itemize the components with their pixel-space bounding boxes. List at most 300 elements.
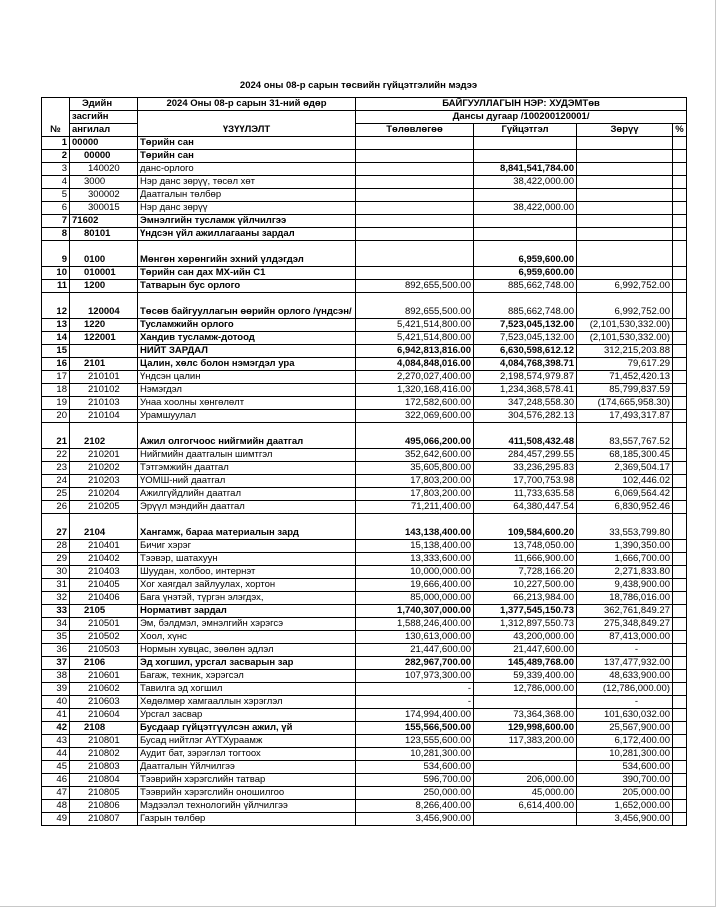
col-indicator-header: ҮЗҮҮЛЭЛТ [138,111,356,137]
table-row [42,241,687,267]
row-number: 6 [42,202,70,215]
actual-value: 45,000.00 [474,787,577,800]
actual-value: 7,728,166.20 [474,566,577,579]
actual-value: 1,312,897,550.73 [474,618,577,631]
economic-code: 71602 [70,215,138,228]
diff-value: 85,799,837.59 [577,384,673,397]
diff-value: 534,600.00 [577,761,673,774]
actual-value: 59,339,400.00 [474,670,577,683]
plan-value: 85,000,000.00 [356,592,474,605]
plan-value: 143,138,400.00 [356,514,474,540]
table-row [42,189,687,202]
economic-code: 210402 [70,553,138,566]
percent-value [673,644,687,657]
col-no-header: № [42,98,70,137]
row-number: 17 [42,371,70,384]
economic-code: 0100 [70,241,138,267]
plan-value [356,137,474,150]
row-number: 24 [42,475,70,488]
plan-value: 1,320,168,416.00 [356,384,474,397]
actual-value: 109,584,600.20 [474,514,577,540]
row-number: 45 [42,761,70,774]
economic-code: 210202 [70,462,138,475]
indicator-name: Бичиг хэрэг [138,540,356,553]
diff-value: 18,786,016.00 [577,592,673,605]
economic-code: 210203 [70,475,138,488]
table-row [42,683,687,696]
diff-value [577,189,673,202]
table-row [42,397,687,410]
actual-value: 885,662,748.00 [474,293,577,319]
plan-value: 15,138,400.00 [356,540,474,553]
diff-value: 6,830,952.46 [577,501,673,514]
row-number: 18 [42,384,70,397]
diff-value: (2,101,530,332.00) [577,332,673,345]
row-number: 7 [42,215,70,228]
percent-value [673,410,687,423]
economic-code: 210807 [70,813,138,826]
diff-value: 6,992,752.00 [577,293,673,319]
economic-code: 210103 [70,397,138,410]
percent-value [673,462,687,475]
row-number: 26 [42,501,70,514]
economic-code: 2104 [70,514,138,540]
table-row [42,215,687,228]
row-number: 19 [42,397,70,410]
economic-code: 122001 [70,332,138,345]
economic-code: 2102 [70,423,138,449]
plan-value: 10,000,000.00 [356,566,474,579]
budget-report-table [41,97,687,826]
actual-value: 73,364,368.00 [474,709,577,722]
percent-value [673,397,687,410]
row-number: 34 [42,618,70,631]
table-row [42,423,687,449]
economic-code: 210803 [70,761,138,774]
row-number: 13 [42,319,70,332]
indicator-name: Төрийн сан [138,150,356,163]
indicator-name: Эд хогшил, урсгал засварын зар [138,657,356,670]
economic-code: 1220 [70,319,138,332]
actual-value: 284,457,299.55 [474,449,577,462]
indicator-name: Аудит бат, зэрэглэл тогтоох [138,748,356,761]
economic-code: 210604 [70,709,138,722]
indicator-name: Хог хаягдал зайлуулах, хортон [138,579,356,592]
plan-value: 322,069,600.00 [356,410,474,423]
report-title: 2024 оны 08-р сарын төсвийн гүйцэтгэлийн мэдээ [239,80,478,91]
table-row [42,202,687,215]
indicator-name: Бага үнэтэй, түргэн элэгдэх, [138,592,356,605]
economic-code: 210403 [70,566,138,579]
actual-value: 6,959,600.00 [474,267,577,280]
percent-value [673,683,687,696]
org-name: БАЙГУУЛЛАГЫН НЭР: ХУДЭМТөв [356,98,687,111]
indicator-name: Хангамж, бараа материалын зард [138,514,356,540]
row-number: 36 [42,644,70,657]
diff-value: 2,369,504.17 [577,462,673,475]
indicator-name: Төрийн сан дах МХ-ийн С1 [138,267,356,280]
actual-value: 7,523,045,132.00 [474,319,577,332]
row-number: 28 [42,540,70,553]
indicator-name: Бусад нийтлэг АҮТХураамж [138,735,356,748]
indicator-name: Багаж, техник, хэрэгсэл [138,670,356,683]
percent-value [673,813,687,826]
percent-value [673,241,687,267]
plan-value: 123,555,600.00 [356,735,474,748]
indicator-name: Нэмэгдэл [138,384,356,397]
economic-code: 2106 [70,657,138,670]
diff-value [577,228,673,241]
economic-code: 210601 [70,670,138,683]
row-number: 48 [42,800,70,813]
diff-value: - [577,644,673,657]
row-number: 46 [42,774,70,787]
actual-value: 38,422,000.00 [474,176,577,189]
percent-value [673,189,687,202]
table-row [42,514,687,540]
percent-value [673,709,687,722]
diff-value [577,215,673,228]
actual-value: 13,748,050.00 [474,540,577,553]
row-number: 42 [42,722,70,735]
percent-value [673,293,687,319]
economic-code: 00000 [70,137,138,150]
diff-value: 83,557,767.52 [577,423,673,449]
diff-value: 390,700.00 [577,774,673,787]
plan-value [356,267,474,280]
plan-value: - [356,696,474,709]
diff-value [577,137,673,150]
col-diff-header: Зөрүү [577,124,673,137]
diff-value: 275,348,849.27 [577,618,673,631]
row-number: 14 [42,332,70,345]
row-number: 4 [42,176,70,189]
diff-value [577,150,673,163]
indicator-name: Үндсэн үйл ажиллагааны зардал [138,228,356,241]
plan-value: 172,582,600.00 [356,397,474,410]
indicator-name: Ажилгүйдлийн даатгал [138,488,356,501]
economic-code: 210602 [70,683,138,696]
table-row [42,449,687,462]
plan-value: 250,000.00 [356,787,474,800]
diff-value [577,202,673,215]
table-row [42,345,687,358]
table-row [42,384,687,397]
percent-value [673,150,687,163]
diff-value: 10,281,300.00 [577,748,673,761]
economic-code: 210805 [70,787,138,800]
actual-value: 21,447,600.00 [474,644,577,657]
percent-value [673,748,687,761]
row-number: 9 [42,241,70,267]
economic-code: 00000 [70,150,138,163]
col-code-header-line3: ангилал [70,124,138,137]
indicator-name: Төрийн сан [138,137,356,150]
diff-value: - [577,696,673,709]
indicator-name: НИЙТ ЗАРДАЛ [138,345,356,358]
indicator-name: Газрын төлбөр [138,813,356,826]
table-row [42,800,687,813]
table-row [42,137,687,150]
percent-value [673,579,687,592]
row-number: 43 [42,735,70,748]
indicator-name: Эм, бэлдмэл, эмнэлгийн хэрэгсэ [138,618,356,631]
economic-code: 210102 [70,384,138,397]
percent-value [673,488,687,501]
actual-value: 64,380,447.54 [474,501,577,514]
diff-value: 33,553,799.80 [577,514,673,540]
table-row [42,553,687,566]
indicator-name: Мөнгөн хөрөнгийн эхний үлдэгдэл [138,241,356,267]
economic-code: 210204 [70,488,138,501]
economic-code: 210104 [70,410,138,423]
plan-value: 495,066,200.00 [356,423,474,449]
indicator-name: Татварын бус орлого [138,280,356,293]
economic-code: 210806 [70,800,138,813]
economic-code: 210804 [70,774,138,787]
indicator-name: Төсөв байгууллагын өөрийн орлого /үндсэн/ [138,293,356,319]
row-number: 2 [42,150,70,163]
percent-value [673,592,687,605]
actual-value: 7,523,045,132.00 [474,332,577,345]
percent-value [673,371,687,384]
diff-value: 6,172,400.00 [577,735,673,748]
row-number: 41 [42,709,70,722]
actual-value: 17,700,753.98 [474,475,577,488]
actual-value: 6,614,400.00 [474,800,577,813]
actual-value: 4,084,768,398.71 [474,358,577,371]
table-row [42,488,687,501]
indicator-name: Тавилга эд хогшил [138,683,356,696]
row-number: 40 [42,696,70,709]
indicator-name: данс-орлого [138,163,356,176]
indicator-name: Хандив тусламж-дотоод [138,332,356,345]
economic-code: 120004 [70,293,138,319]
diff-value: 3,456,900.00 [577,813,673,826]
plan-value: 3,456,900.00 [356,813,474,826]
diff-value: 79,617.29 [577,358,673,371]
row-number: 49 [42,813,70,826]
percent-value [673,423,687,449]
diff-value: 9,438,900.00 [577,579,673,592]
plan-value: 5,421,514,800.00 [356,332,474,345]
table-row [42,696,687,709]
actual-value: 1,377,545,150.73 [474,605,577,618]
row-number: 33 [42,605,70,618]
economic-code: 210405 [70,579,138,592]
actual-value [474,761,577,774]
actual-value [474,748,577,761]
row-number: 11 [42,280,70,293]
row-number: 1 [42,137,70,150]
actual-value [474,696,577,709]
plan-value: 21,447,600.00 [356,644,474,657]
economic-code: 2105 [70,605,138,618]
indicator-name: Нормативт зардал [138,605,356,618]
percent-value [673,267,687,280]
table-row [42,267,687,280]
actual-value [474,150,577,163]
table-row [42,176,687,189]
plan-value: 19,666,400.00 [356,579,474,592]
percent-value [673,696,687,709]
indicator-name: Тээврийн хэрэгслийн татвар [138,774,356,787]
percent-value [673,384,687,397]
plan-value: 155,566,500.00 [356,722,474,735]
indicator-name: Урамшуулал [138,410,356,423]
row-number: 12 [42,293,70,319]
plan-value: 534,600.00 [356,761,474,774]
diff-value [577,176,673,189]
actual-value: 2,198,574,979.87 [474,371,577,384]
actual-value: 11,666,900.00 [474,553,577,566]
actual-value: 6,959,600.00 [474,241,577,267]
diff-value: 48,633,900.00 [577,670,673,683]
percent-value [673,540,687,553]
header-row-2 [42,111,687,124]
actual-value: 1,234,368,578.41 [474,384,577,397]
economic-code: 210501 [70,618,138,631]
table-row [42,735,687,748]
actual-value [474,228,577,241]
indicator-name: Ажил олгогчоос нийгмийн даатгал [138,423,356,449]
row-number: 16 [42,358,70,371]
diff-value [577,163,673,176]
diff-value: 205,000.00 [577,787,673,800]
actual-value: 304,576,282.13 [474,410,577,423]
col-actual-header: Гүйцэтгэл [474,124,577,137]
actual-value: 206,000.00 [474,774,577,787]
table-row [42,722,687,735]
diff-value: 2,271,833.80 [577,566,673,579]
indicator-name: Эмнэлгийн тусламж үйлчилгээ [138,215,356,228]
economic-code: 210406 [70,592,138,605]
percent-value [673,215,687,228]
percent-value [673,800,687,813]
account-number: Дансы дугаар /100200120001/ [356,111,687,124]
percent-value [673,228,687,241]
indicator-name: Цалин, хөлс болон нэмэгдэл ура [138,358,356,371]
percent-value [673,605,687,618]
actual-value: 12,786,000.00 [474,683,577,696]
percent-value [673,670,687,683]
percent-value [673,735,687,748]
row-number: 23 [42,462,70,475]
plan-value: 130,613,000.00 [356,631,474,644]
indicator-name: Тусламжийн орлого [138,319,356,332]
indicator-name: Шуудан, холбоо, интернэт [138,566,356,579]
indicator-name: Нэр данс зөрүү, төсөл хөт [138,176,356,189]
plan-value: 13,333,600.00 [356,553,474,566]
diff-value [577,241,673,267]
table-row [42,410,687,423]
percent-value [673,449,687,462]
plan-value: 10,281,300.00 [356,748,474,761]
percent-value [673,553,687,566]
row-number: 5 [42,189,70,202]
indicator-name: Үндсэн цалин [138,371,356,384]
diff-value: 17,493,317.87 [577,410,673,423]
table-row [42,592,687,605]
col-code-header-line2: засгийн [70,111,138,124]
plan-value [356,202,474,215]
table-row [42,709,687,722]
economic-code: 300002 [70,189,138,202]
economic-code: 010001 [70,267,138,280]
diff-value: 312,215,203.88 [577,345,673,358]
table-row [42,631,687,644]
table-row [42,163,687,176]
row-number: 20 [42,410,70,423]
percent-value [673,514,687,540]
percent-value [673,319,687,332]
diff-value: 6,992,752.00 [577,280,673,293]
table-row [42,748,687,761]
plan-value [356,215,474,228]
row-number: 29 [42,553,70,566]
actual-value [474,813,577,826]
economic-code: 2108 [70,722,138,735]
percent-value [673,202,687,215]
table-row [42,228,687,241]
row-number: 35 [42,631,70,644]
indicator-name: Даатгалын төлбөр [138,189,356,202]
actual-value: 411,508,432.48 [474,423,577,449]
plan-value: 71,211,400.00 [356,501,474,514]
economic-code: 300015 [70,202,138,215]
row-number: 31 [42,579,70,592]
table-row [42,813,687,826]
indicator-name: Тээвэр, шатахуун [138,553,356,566]
table-row [42,618,687,631]
row-number: 30 [42,566,70,579]
economic-code: 210205 [70,501,138,514]
row-number: 21 [42,423,70,449]
diff-value: 71,452,420.13 [577,371,673,384]
row-number: 37 [42,657,70,670]
actual-value: 66,213,984.00 [474,592,577,605]
row-number: 22 [42,449,70,462]
diff-value: 25,567,900.00 [577,722,673,735]
plan-value: 174,994,400.00 [356,709,474,722]
table-row [42,761,687,774]
percent-value [673,475,687,488]
economic-code: 210603 [70,696,138,709]
actual-value [474,137,577,150]
diff-value: 137,477,932.00 [577,657,673,670]
actual-value: 8,841,541,784.00 [474,163,577,176]
plan-value: 1,740,307,000.00 [356,605,474,618]
percent-value [673,761,687,774]
plan-value: 352,642,600.00 [356,449,474,462]
plan-value [356,189,474,202]
indicator-name: Унаа хоолны хөнгөлөлт [138,397,356,410]
plan-value: 282,967,700.00 [356,657,474,670]
actual-value: 129,998,600.00 [474,722,577,735]
table-row [42,462,687,475]
indicator-name: Хөдөлмөр хамгааллын хэрэглэл [138,696,356,709]
actual-value: 38,422,000.00 [474,202,577,215]
economic-code: 210502 [70,631,138,644]
economic-code: 210801 [70,735,138,748]
actual-value [474,215,577,228]
plan-value: 17,803,200.00 [356,475,474,488]
economic-code: 3000 [70,176,138,189]
indicator-name: Нэр данс зөрүү [138,202,356,215]
row-number: 27 [42,514,70,540]
table-row [42,280,687,293]
table-row [42,319,687,332]
